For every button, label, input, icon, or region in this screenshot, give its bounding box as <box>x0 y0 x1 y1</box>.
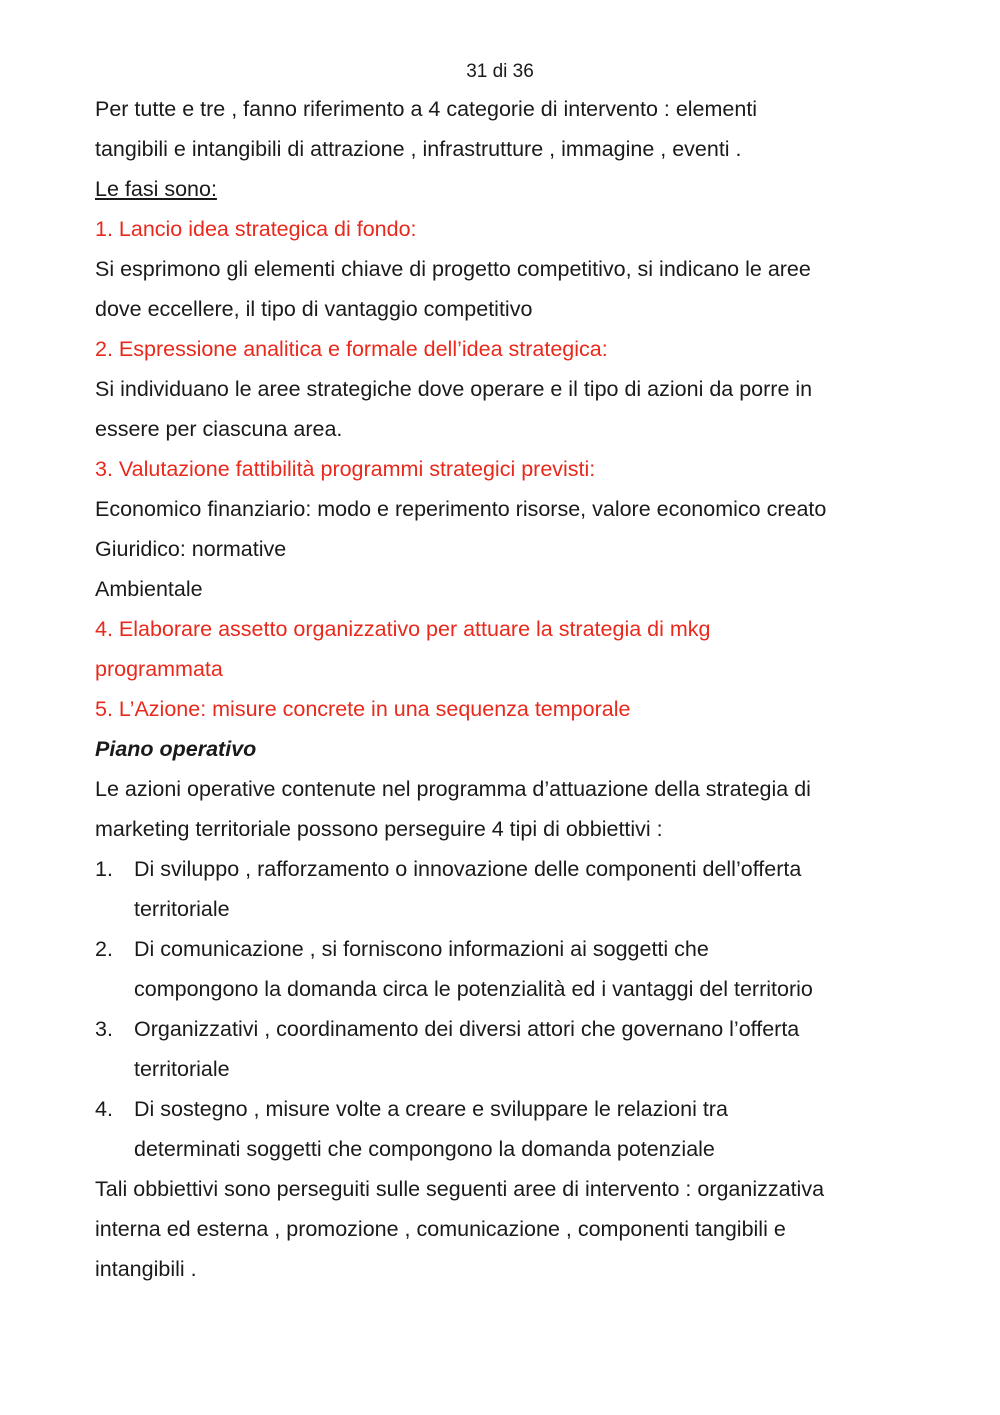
objective-text: Organizzativi , coordinamento dei diversi attori che governano l’offerta <box>134 1017 800 1041</box>
objective-number: 2. <box>95 937 113 961</box>
objective-item-3 <box>95 1009 915 1089</box>
objective-text: territoriale <box>134 1057 230 1081</box>
objective-text: determinati soggetti che compongono la domanda potenziale <box>134 1137 715 1161</box>
operative-plan-intro: marketing territoriale possono perseguire 4 tipi di obbiettivi : <box>95 817 663 841</box>
phase-1-text: Si esprimono gli elementi chiave di progetto competitivo, si indicano le aree <box>95 257 811 281</box>
document-body <box>95 89 915 1289</box>
objective-text: Di sviluppo , rafforzamento o innovazione delle componenti dell’offerta <box>134 857 802 881</box>
phase-3-text: Ambientale <box>95 577 203 601</box>
phase-3-text: Economico finanziario: modo e reperimento risorse, valore economico creato <box>95 497 827 521</box>
closing-text: Tali obbiettivi sono perseguiti sulle seguenti aree di intervento : organizzativa <box>95 1177 825 1201</box>
objective-item-4 <box>95 1089 915 1169</box>
objective-text: compongono la domanda circa le potenzialità ed i vantaggi del territorio <box>134 977 813 1001</box>
operative-plan-intro: Le azioni operative contenute nel programma d’attuazione della strategia di <box>95 777 811 801</box>
closing-text: interna ed esterna , promozione , comunicazione , componenti tangibili e <box>95 1217 786 1241</box>
phase-title-3: 3. Valutazione fattibilità programmi strategici previsti: <box>95 457 596 481</box>
intro-line: Per tutte e tre , fanno riferimento a 4 categorie di intervento : elementi <box>95 97 758 121</box>
page-number: 31 di 36 <box>466 61 534 82</box>
phase-2-text: Si individuano le aree strategiche dove operare e il tipo di azioni da porre in <box>95 377 813 401</box>
phase-2-text: essere per ciascuna area. <box>95 417 343 441</box>
phase-title-1: 1. Lancio idea strategica di fondo: <box>95 217 417 241</box>
objective-text: Di comunicazione , si forniscono informazioni ai soggetti che <box>134 937 709 961</box>
phase-3-text: Giuridico: normative <box>95 537 287 561</box>
phase-title-4: 4. Elaborare assetto organizzativo per attuare la strategia di mkg <box>95 617 711 641</box>
closing-text: intangibili . <box>95 1257 197 1281</box>
objective-number: 1. <box>95 857 113 881</box>
phase-title-5: 5. L’Azione: misure concrete in una sequenza temporale <box>95 697 631 721</box>
objective-text: Di sostegno , misure volte a creare e sviluppare le relazioni tra <box>134 1097 728 1121</box>
phases-heading: Le fasi sono: <box>95 177 217 201</box>
objective-text: territoriale <box>134 897 230 921</box>
intro-line: tangibili e intangibili di attrazione , infrastrutture , immagine , eventi . <box>95 137 742 161</box>
objective-item-2 <box>95 929 915 1009</box>
phase-title-4-cont: programmata <box>95 657 223 681</box>
phase-title-2: 2. Espressione analitica e formale dell’idea strategica: <box>95 337 608 361</box>
phase-1-text: dove eccellere, il tipo di vantaggio competitivo <box>95 297 533 321</box>
objective-item-1 <box>95 849 915 929</box>
operative-plan-heading: Piano operativo <box>95 737 257 761</box>
objective-number: 3. <box>95 1017 113 1041</box>
objective-number: 4. <box>95 1097 113 1121</box>
